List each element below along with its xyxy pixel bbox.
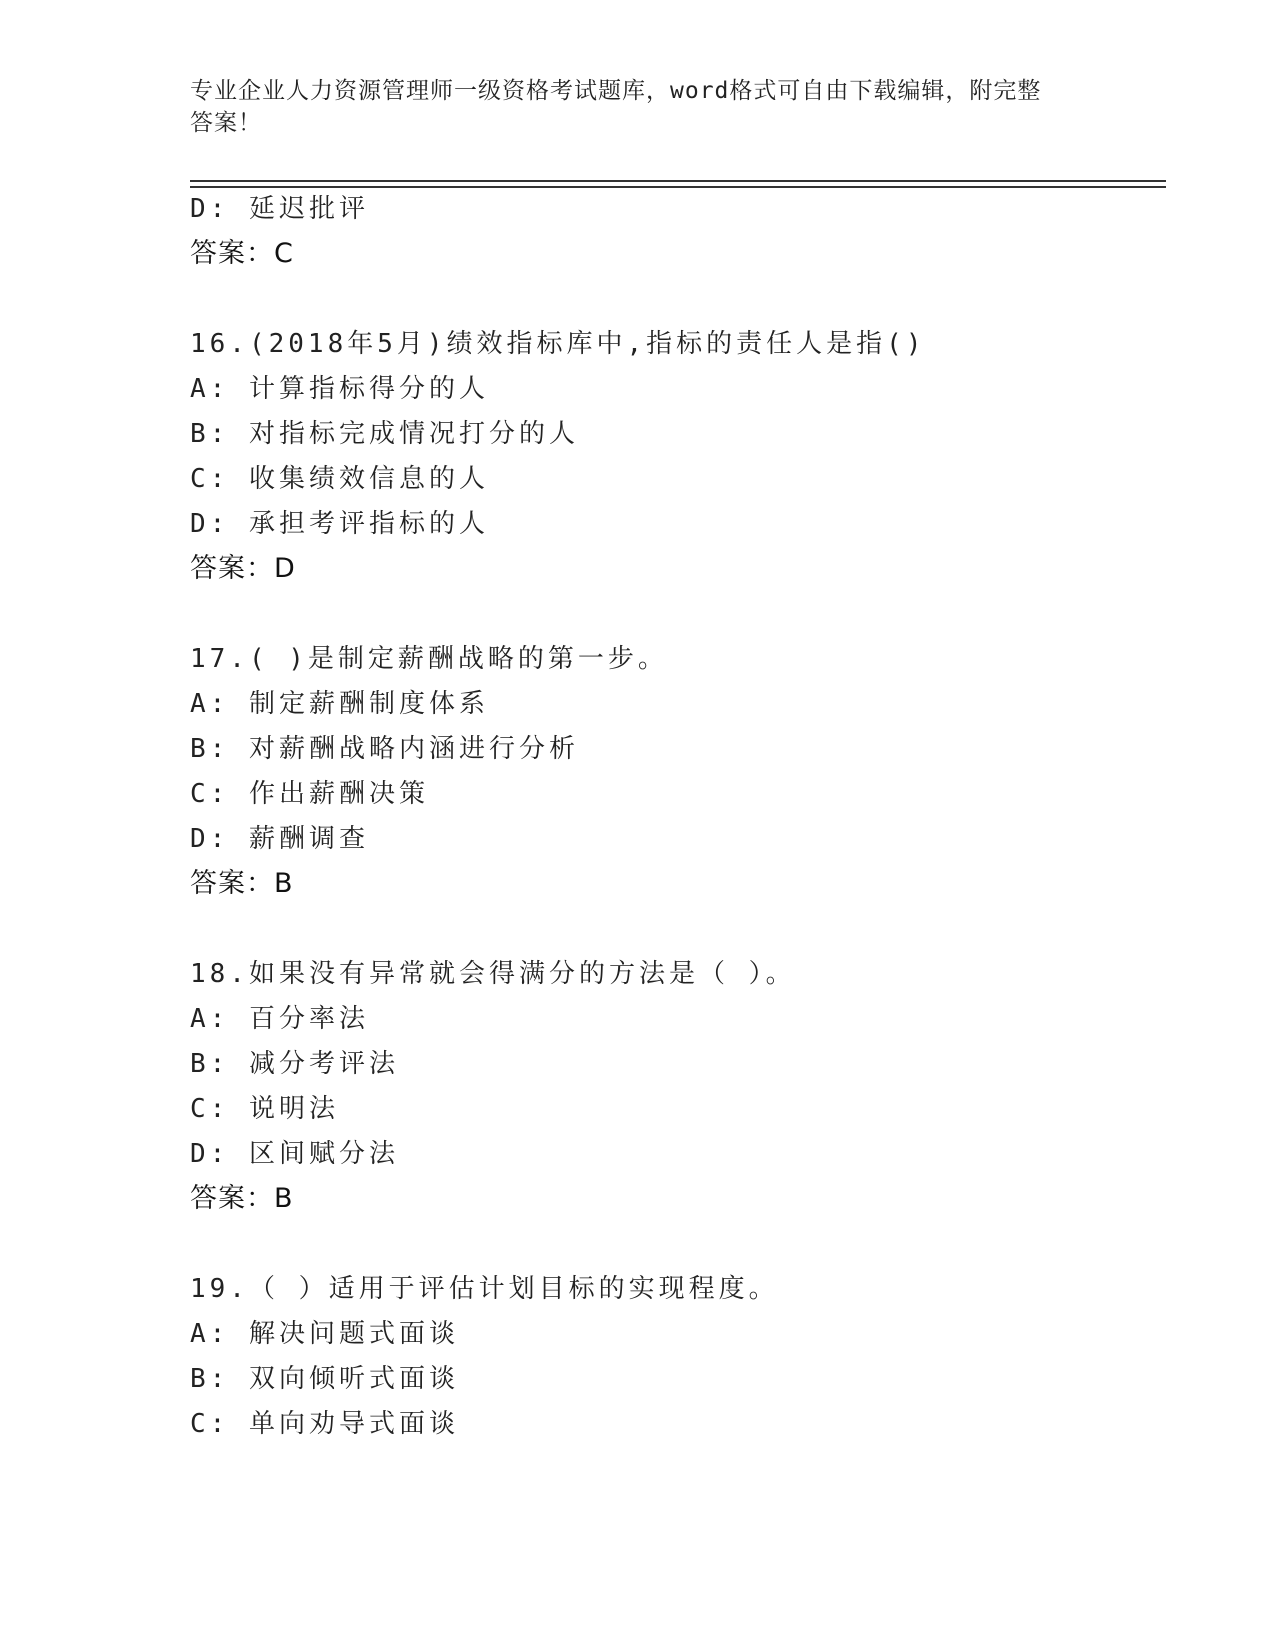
question-16-answer: 答案：D bbox=[190, 553, 296, 584]
prev-option-d: D: 延迟批评 bbox=[190, 194, 369, 224]
question-18-option-b: B: 减分考评法 bbox=[190, 1049, 399, 1079]
prev-answer: 答案：C bbox=[190, 238, 294, 269]
question-17-stem: 17.( )是制定薪酬战略的第一步。 bbox=[190, 644, 668, 674]
question-18-option-c: C: 说明法 bbox=[190, 1094, 339, 1124]
question-16-option-b: B: 对指标完成情况打分的人 bbox=[190, 419, 579, 449]
header-line-2: 答案！ bbox=[190, 110, 262, 136]
question-19-stem: 19.（ ）适用于评估计划目标的实现程度。 bbox=[190, 1274, 779, 1304]
question-16-option-c: C: 收集绩效信息的人 bbox=[190, 464, 489, 494]
header-divider-bottom bbox=[190, 186, 1166, 188]
question-19-option-c: C: 单向劝导式面谈 bbox=[190, 1409, 459, 1439]
question-16-option-d: D: 承担考评指标的人 bbox=[190, 509, 489, 539]
document-header bbox=[190, 75, 1090, 139]
question-18-option-d: D: 区间赋分法 bbox=[190, 1139, 399, 1169]
question-16-option-a: A: 计算指标得分的人 bbox=[190, 374, 489, 404]
question-18-option-a: A: 百分率法 bbox=[190, 1004, 369, 1034]
question-17-option-a: A: 制定薪酬制度体系 bbox=[190, 689, 489, 719]
header-line-1: 专业企业人力资源管理师一级资格考试题库，word格式可自由下载编辑，附完整 bbox=[190, 78, 1042, 104]
question-19-option-a: A: 解决问题式面谈 bbox=[190, 1319, 459, 1349]
question-18-answer: 答案：B bbox=[190, 1183, 294, 1214]
question-17-answer: 答案：B bbox=[190, 868, 294, 899]
question-17-option-b: B: 对薪酬战略内涵进行分析 bbox=[190, 734, 579, 764]
question-16-stem: 16.(2018年5月)绩效指标库中,指标的责任人是指() bbox=[190, 329, 926, 359]
question-17-option-d: D: 薪酬调查 bbox=[190, 824, 369, 854]
question-17-option-c: C: 作出薪酬决策 bbox=[190, 779, 429, 809]
question-19-option-b: B: 双向倾听式面谈 bbox=[190, 1364, 459, 1394]
question-18-stem: 18.如果没有异常就会得满分的方法是（ ）。 bbox=[190, 959, 796, 989]
header-divider-top bbox=[190, 180, 1166, 182]
